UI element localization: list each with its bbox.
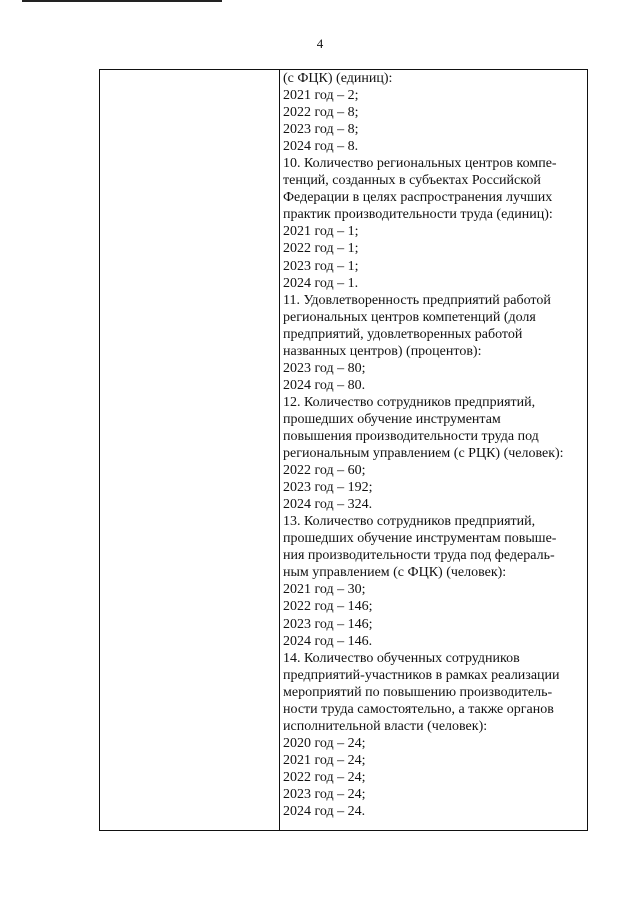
text-line: предприятий, удовлетворенных работой [283,326,523,342]
text-line: 2022 год – 146; [283,599,373,615]
text-line: 14. Количество обученных сотрудников [283,650,520,666]
text-line: 2024 год – 324. [283,497,373,513]
text-line: 2024 год – 24. [283,804,366,820]
text-line: ным управлением (с ФЦК) (человек): [283,565,507,581]
text-line: 2022 год – 24; [283,769,366,785]
text-line: региональных центров компетенций (доля [283,309,536,325]
text-line: 2024 год – 1. [283,275,359,291]
table-left-cell [100,70,280,830]
text-line: 2023 год – 192; [283,480,373,496]
text-line: практик производительности труда (единиц): [283,207,553,223]
top-rule [22,0,222,2]
text-line: 2023 год – 8; [283,122,359,138]
text-line: ности труда самостоятельно, а также органов [283,701,554,717]
text-line: (с ФЦК) (единиц): [283,71,393,86]
text-line: названных центров) (процентов): [283,343,482,359]
text-line: 10. Количество региональных центров компе- [283,156,557,172]
text-line: ния производительности труда под федераль- [283,548,555,564]
text-line: 2024 год – 80. [283,377,366,393]
text-line: прошедших обучение инструментам повыше- [283,531,557,547]
text-line: 2023 год – 1; [283,258,359,274]
text-line: 2021 год – 24; [283,752,366,768]
text-line: 2024 год – 146. [283,633,373,649]
text-line: 2023 год – 80; [283,360,366,376]
text-line: предприятий-участников в рамках реализации [283,667,560,683]
text-line: 2021 год – 30; [283,582,366,598]
text-line: 2022 год – 8; [283,105,359,121]
text-line: Федерации в целях распространения лучших [283,190,553,206]
text-line: повышения производительности труда под [283,428,539,444]
text-line: 2021 год – 1; [283,224,359,240]
text-line: 2023 год – 146; [283,616,373,632]
page-number: 4 [316,36,324,51]
text-line: тенций, созданных в субъектах Российской [283,173,541,189]
text-line: исполнительной власти (человек): [283,718,488,734]
document-table [99,69,588,831]
text-line: 12. Количество сотрудников предприятий, [283,394,536,410]
text-line: 2020 год – 24; [283,735,366,751]
text-line: региональным управлением (с РЦК) (человек): [283,446,564,462]
table-right-cell [280,70,587,830]
text-line: 13. Количество сотрудников предприятий, [283,514,536,530]
text-line: 2022 год – 1; [283,241,359,257]
text-line: 2021 год – 2; [283,88,359,104]
text-line: прошедших обучение инструментам [283,411,501,427]
text-line: 2023 год – 24; [283,786,366,802]
text-line: 2024 год – 8. [283,139,359,155]
text-line: мероприятий по повышению производитель- [283,684,553,700]
text-line: 11. Удовлетворенность предприятий работой [283,292,551,308]
text-line: 2022 год – 60; [283,463,366,479]
